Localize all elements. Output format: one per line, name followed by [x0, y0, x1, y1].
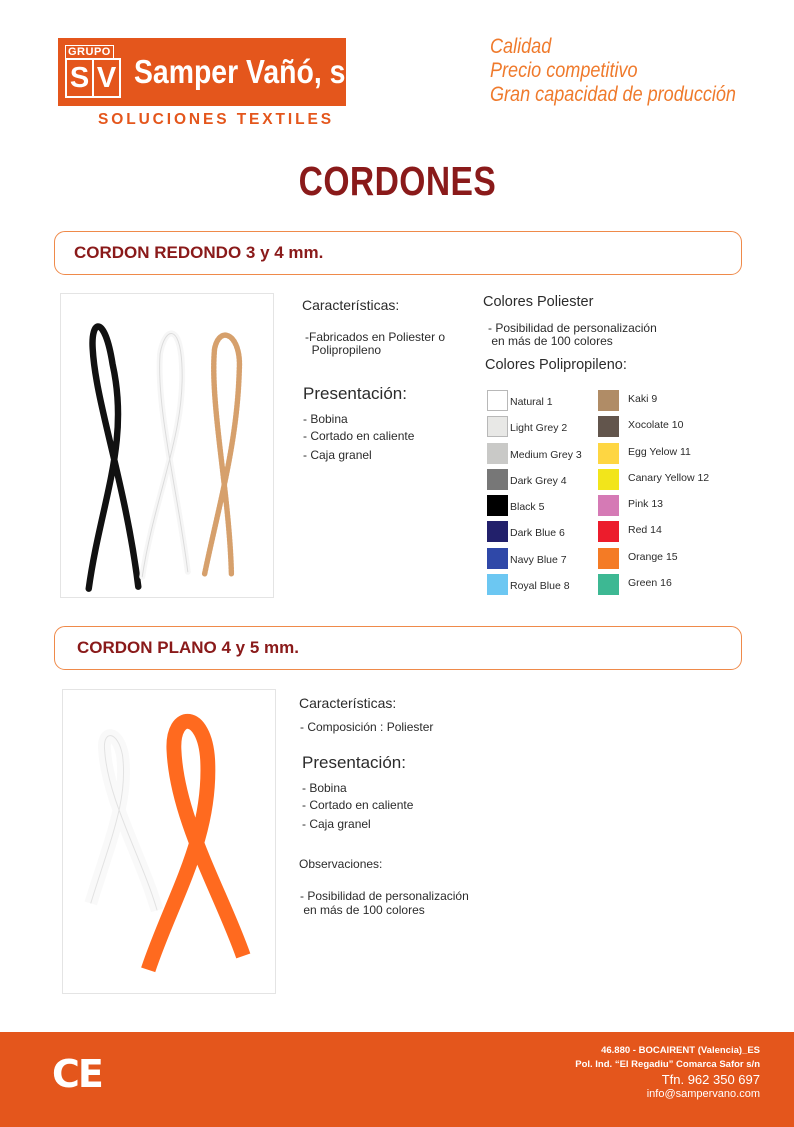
logo-sv-mark	[65, 58, 121, 98]
footer-contact	[575, 1044, 760, 1101]
color-label: Medium Grey 3	[510, 448, 582, 461]
color-label: Green 16	[628, 577, 672, 590]
presentacion-item: - Caja granel	[303, 448, 372, 462]
footer-poligono: Pol. Ind. “El Regadiu” Comarca Safor s/n	[575, 1059, 760, 1070]
caracteristicas-line: Polipropileno	[305, 343, 382, 357]
color-label: Royal Blue 8	[510, 580, 570, 593]
company-name: Samper Vañó, s.l.	[134, 53, 370, 90]
caracteristicas-heading: Características:	[302, 297, 400, 313]
color-chip	[487, 390, 508, 411]
color-label: Pink 13	[628, 498, 664, 511]
logo-grupo-label: GRUPO	[65, 45, 114, 58]
color-chip	[598, 495, 619, 516]
colores-poliester-text	[488, 322, 657, 348]
color-label: Navy Blue 7	[510, 553, 567, 566]
color-label: Dark Grey 4	[510, 474, 567, 487]
presentacion-list	[303, 411, 414, 464]
slogan-line: Calidad	[490, 35, 552, 58]
footer	[0, 1032, 794, 1127]
color-label: Black 5	[510, 501, 545, 514]
page-title-text: CORDONES	[298, 158, 496, 204]
caracteristicas-line: - Composición : Poliester	[300, 720, 434, 734]
colores-polipropileno-heading: Colores Polipropileno:	[485, 357, 627, 373]
color-chip	[598, 443, 619, 464]
presentacion-list	[302, 780, 413, 833]
color-label: Orange 15	[628, 550, 678, 563]
color-label: Red 14	[628, 524, 662, 537]
page-title	[0, 158, 794, 205]
presentacion-item: - Bobina	[302, 781, 347, 795]
color-chip	[487, 443, 508, 464]
color-label: Natural 1	[510, 396, 553, 408]
observaciones-heading: Observaciones:	[299, 857, 383, 871]
observaciones-text	[300, 889, 469, 917]
section-title: CORDON REDONDO 3 y 4 mm.	[74, 243, 324, 262]
section-banner-cordon-plano	[54, 626, 742, 670]
slogan-line: Gran capacidad de producción	[490, 83, 736, 106]
color-chip	[598, 469, 619, 490]
company-logo	[58, 38, 370, 106]
logo-letter-s: S	[69, 62, 90, 94]
presentacion-item: - Caja granel	[302, 817, 371, 831]
color-chip	[598, 521, 619, 542]
cordon-plano-photo	[62, 689, 276, 994]
presentacion-heading: Presentación:	[303, 384, 407, 403]
footer-phone: Tfn. 962 350 697	[661, 1072, 760, 1087]
color-label: Egg Yelow 11	[628, 445, 691, 458]
presentacion-heading: Presentación:	[302, 753, 406, 772]
color-chip	[487, 521, 508, 542]
colores-poliester-line: - Posibilidad de personalización	[488, 321, 657, 335]
color-label: Canary Yellow 12	[628, 471, 710, 484]
section-banner-cordon-redondo	[54, 231, 742, 275]
observaciones-line: en más de 100 colores	[300, 903, 425, 917]
presentacion-item: - Cortado en caliente	[302, 797, 414, 812]
footer-address: 46.880 - BOCAIRENT (Valencia)_ES	[601, 1045, 760, 1056]
color-chip	[487, 495, 508, 516]
color-chip	[487, 548, 508, 569]
caracteristicas-heading: Características:	[299, 695, 397, 711]
color-chip	[598, 390, 619, 411]
cordon-redondo-photo	[60, 293, 274, 598]
color-chip	[598, 574, 619, 595]
color-chip	[598, 416, 619, 437]
color-chip	[487, 574, 508, 595]
color-chip	[487, 416, 508, 437]
ce-mark-icon: CE	[52, 1052, 102, 1096]
footer-email[interactable]: info@sampervano.com	[646, 1088, 760, 1100]
slogans	[490, 35, 776, 107]
logo-letter-v: V	[92, 60, 119, 96]
colores-poliester-heading: Colores Poliester	[483, 294, 594, 310]
colores-poliester-line: en más de 100 colores	[488, 334, 613, 348]
color-chip	[598, 548, 619, 569]
slogan-line: Precio competitivo	[490, 59, 638, 82]
round-cords-illustration	[61, 294, 273, 597]
beige-cord	[205, 335, 240, 574]
presentacion-item: - Bobina	[303, 412, 348, 426]
color-label: Kaki 9	[628, 393, 658, 405]
orange-flat-cord	[148, 721, 243, 970]
caracteristicas-line: -Fabricados en Poliester o	[305, 330, 446, 344]
color-chip	[487, 469, 508, 490]
flat-cords-illustration	[63, 690, 275, 993]
color-label: Dark Blue 6	[510, 527, 565, 540]
company-tagline: SOLUCIONES TEXTILES	[98, 111, 334, 128]
presentacion-item: - Cortado en caliente	[303, 428, 415, 443]
caracteristicas-text	[305, 331, 445, 357]
section-title: CORDON PLANO 4 y 5 mm.	[77, 638, 299, 657]
observaciones-line: - Posibilidad de personalización	[300, 889, 469, 903]
color-label: Light Grey 2	[510, 422, 568, 435]
color-label: Xocolate 10	[628, 419, 684, 432]
black-cord	[89, 327, 139, 589]
